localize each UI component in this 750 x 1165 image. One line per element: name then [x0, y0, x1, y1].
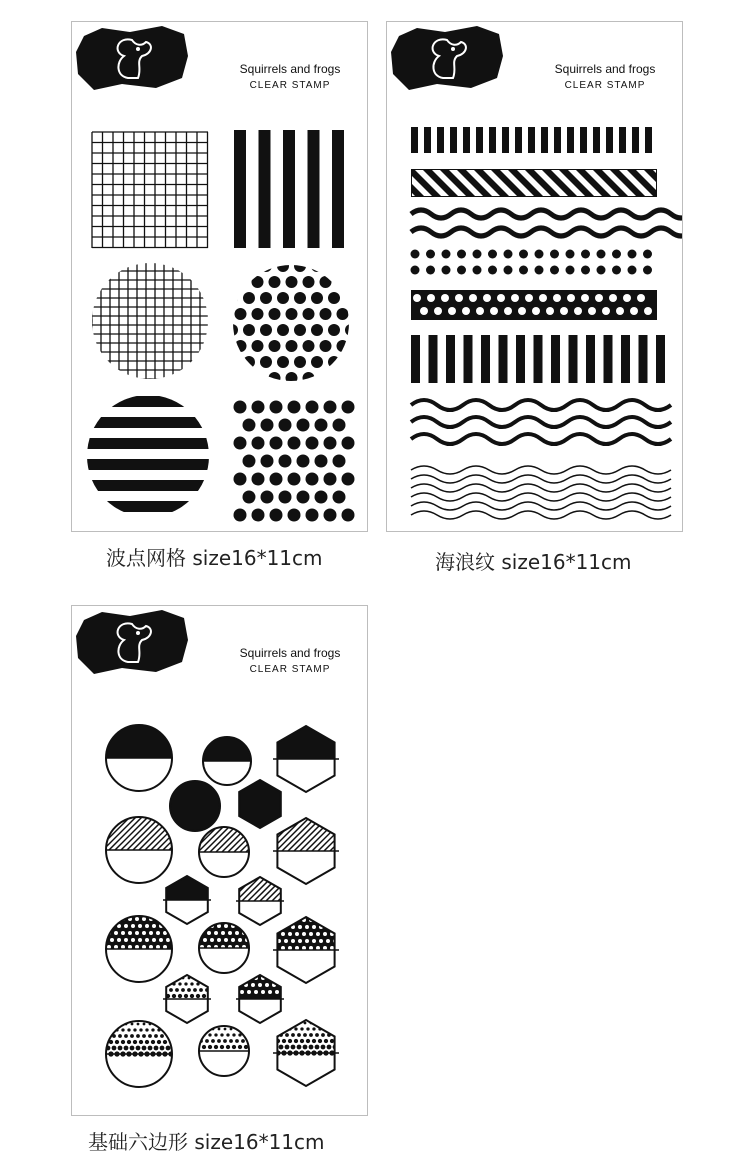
band-thick-waves: [411, 210, 682, 236]
brand-name: Squirrels and frogs: [239, 62, 341, 76]
brand-subtitle: CLEAR STAMP: [249, 80, 331, 91]
brand-subtitle: CLEAR STAMP: [249, 664, 331, 675]
stamp-caption-1: 波点网格 size16*11cm: [106, 546, 323, 570]
brand-name: Squirrels and frogs: [239, 646, 341, 660]
grid-dots-artwork: [72, 22, 367, 531]
half-circle-small: [203, 737, 251, 785]
solid-hexagon: [236, 780, 284, 828]
band-vertical-stripes: [411, 127, 652, 153]
stamp-caption-3: 基础六边形 size16*11cm: [88, 1130, 325, 1154]
half-circle-large: [106, 725, 172, 791]
band-wide-stripes: [411, 335, 665, 383]
gradient-hexagon-large: [273, 1020, 341, 1086]
band-dots-on-black: [411, 290, 657, 320]
stamp-caption-2: 海浪纹 size16*11cm: [435, 550, 632, 574]
gradient-hexagon-left: [163, 975, 212, 1023]
square-grid: [92, 132, 208, 248]
circle-grid: [92, 262, 209, 380]
stamp-card-hexagons: [71, 605, 368, 1116]
dotted-hexagon-small: [236, 975, 284, 1023]
dotted-circle-large: [106, 916, 172, 982]
circle-stripes: [86, 396, 210, 512]
brand-subtitle: CLEAR STAMP: [564, 80, 646, 91]
band-thin-waves: [411, 466, 671, 519]
square-dots: [234, 401, 355, 522]
half-hexagon-large: [273, 726, 339, 792]
dotted-hexagon-large: [273, 917, 339, 983]
stamp-card-grid-dots: [71, 21, 368, 532]
band-medium-waves: [411, 400, 671, 444]
gradient-circle-small: [199, 1026, 249, 1076]
dotted-circle-small: [199, 923, 249, 973]
waves-artwork: [387, 22, 682, 531]
band-small-dots: [411, 250, 653, 275]
circle-dots: [226, 260, 366, 384]
half-hexagon-small: [163, 876, 211, 924]
gradient-circle-large: [106, 1021, 174, 1087]
band-diagonal-stripes: [387, 169, 682, 197]
stamp-card-waves: [386, 21, 683, 532]
hatched-hexagon-small: [212, 877, 302, 925]
hexagons-artwork: [72, 606, 367, 1115]
brand-name: Squirrels and frogs: [554, 62, 656, 76]
solid-circle: [170, 781, 220, 831]
vertical-stripes: [234, 130, 344, 248]
hatched-circle-small: [174, 827, 271, 877]
